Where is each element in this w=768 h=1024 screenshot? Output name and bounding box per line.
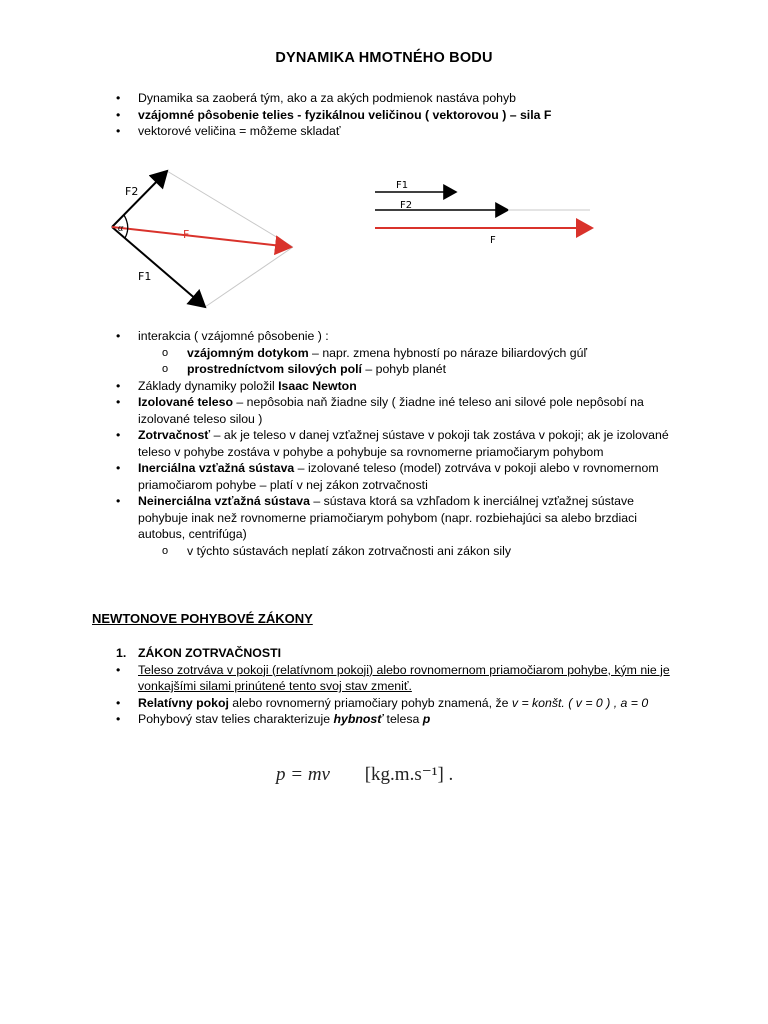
list-item-bold: Isaac Newton <box>278 378 357 393</box>
list-item <box>0 711 678 728</box>
list-item-text: telesa <box>383 712 423 726</box>
list-item-text: interakcia ( vzájomné pôsobenie ) : <box>138 329 329 343</box>
bullet-glyph: • <box>116 662 121 677</box>
list-item-bold: Izolované teleso <box>138 395 233 409</box>
list-item <box>0 427 678 460</box>
list-item <box>0 394 678 427</box>
list-item <box>0 90 678 107</box>
list-item-text: Základy dynamiky položil <box>138 378 279 393</box>
law-heading <box>0 645 678 662</box>
list-item <box>0 493 678 543</box>
list-item-text: – napr. zmena hybností po náraze biliardových gúľ <box>308 345 588 360</box>
list-item-text: alebo rovnomerný priamočiary pohyb znamená, že <box>228 695 512 710</box>
law-number: 1. <box>116 646 127 660</box>
bullet-glyph: • <box>116 695 121 710</box>
section-title: NEWTONOVE POHYBOVÉ ZÁKONY <box>92 611 313 626</box>
vector-f-label: F <box>490 235 496 245</box>
vector-f2-arrow <box>112 171 167 227</box>
list-item <box>0 460 678 493</box>
bullet-glyph: • <box>116 461 121 475</box>
law1-list <box>0 645 678 728</box>
vector-f1-arrow <box>112 227 205 307</box>
sub-list-item <box>0 345 667 362</box>
sub-bullet-glyph: o <box>162 363 169 375</box>
bullet-glyph: • <box>116 428 121 442</box>
angle-arc <box>124 215 128 238</box>
list-item-text: – sústava ktorá sa vzhľadom k inerciálnej vzťažnej sústave pohybuje inak než rovnomerne priamočiarym pohybom (napr. rozbiehajúci sa alebo brzdiaci autobus, centrifúga) <box>138 494 637 541</box>
list-item-math: v = konšt. ( v = 0 ) , a = 0 <box>511 695 649 710</box>
list-item-text: v týchto sústavách neplatí zákon zotrvačnosti ani zákon sily <box>187 543 511 558</box>
list-item-bold: vzájomným dotykom <box>187 345 309 360</box>
list-item <box>0 328 678 345</box>
bullet-glyph: • <box>116 494 121 508</box>
list-item-bold: Relatívny pokoj <box>138 695 229 710</box>
vector-f2-label: F2 <box>125 185 139 198</box>
intro-bullet-list <box>0 90 678 140</box>
sub-bullet-glyph: o <box>162 346 169 359</box>
list-item-text: Teleso zotrváva v pokoji (relatívnom pokoji) alebo rovnomernom priamočiarom pohybe, kým nie je vonkajšími silami prinútené tento svoj stav zmeniť. <box>138 662 670 693</box>
list-item-bold: Zotrvačnosť <box>138 428 211 442</box>
list-item-bold-italic: p <box>422 712 431 726</box>
angle-label: α <box>118 223 124 234</box>
interaction-list <box>0 328 678 559</box>
list-item <box>0 695 678 712</box>
list-item-bold: Inerciálna vzťažná sústava <box>138 461 295 475</box>
list-item-text: Dynamika sa zaoberá tým, ako a za akých podmienok nastáva pohyb <box>138 91 516 105</box>
bullet-glyph: • <box>116 378 121 393</box>
vector-f2-label: F2 <box>400 200 413 211</box>
bullet-glyph: • <box>116 712 121 726</box>
list-item-bold-italic: hybnosť <box>333 712 384 726</box>
sub-list-item <box>0 543 667 560</box>
sub-bullet-glyph: o <box>162 544 169 557</box>
parallelogram-line <box>205 247 293 307</box>
list-item-text: – pohyb planét <box>361 362 447 376</box>
law-title: ZÁKON ZOTRVAČNOSTI <box>138 646 282 660</box>
vector-f-label: F <box>183 228 190 241</box>
list-item-text: – izolované teleso (model) zotrváva v pokoji alebo v rovnomernom priamočiarom pohybe – platí v nej zákon zotrvačnosti <box>138 461 659 492</box>
sub-list-item <box>0 361 667 378</box>
vector-sum-diagram <box>105 165 335 315</box>
list-item-text: Pohybový stav telies charakterizuje <box>138 712 334 726</box>
bullet-glyph: • <box>116 91 121 105</box>
list-item <box>0 378 678 395</box>
list-item-bold: prostredníctvom silových polí <box>187 362 362 376</box>
list-item-text: vzájomné pôsobenie telies - fyzikálnou veličinou ( vektorovou ) – sila F <box>138 107 552 122</box>
bullet-glyph: • <box>116 395 121 409</box>
list-item-bold: Neinerciálna vzťažná sústava <box>138 494 310 508</box>
vector-f1-label: F1 <box>396 180 409 191</box>
formula-unit: [kg.m.s⁻¹] . <box>364 764 454 785</box>
list-item <box>0 662 678 695</box>
list-item-text: – nepôsobia naň žiadne sily ( žiadne iné teleso ani silové pole nepôsobí na izolované teleso silou ) <box>138 395 644 426</box>
page-title: DYNAMIKA HMOTNÉHO BODU <box>275 50 493 66</box>
vector-f1-label: F1 <box>138 270 152 283</box>
list-item-text: vektorové veličina = môžeme skladať <box>138 124 341 138</box>
bullet-glyph: • <box>116 124 121 138</box>
bullet-glyph: • <box>116 107 121 122</box>
formula-equation: p = mv <box>276 764 330 785</box>
list-item <box>0 123 678 140</box>
bullet-glyph: • <box>116 329 121 343</box>
collinear-force-diagram <box>370 175 610 245</box>
list-item <box>0 107 678 124</box>
list-item-text: – ak je teleso v danej vzťažnej sústave v pokoji tak zostáva v pokoji; ak je izolované teleso v pohybe zostáva v pohybe a pohybuje sa rovnomerne priamočiarym pohybom <box>138 428 669 459</box>
momentum-formula <box>276 763 453 786</box>
